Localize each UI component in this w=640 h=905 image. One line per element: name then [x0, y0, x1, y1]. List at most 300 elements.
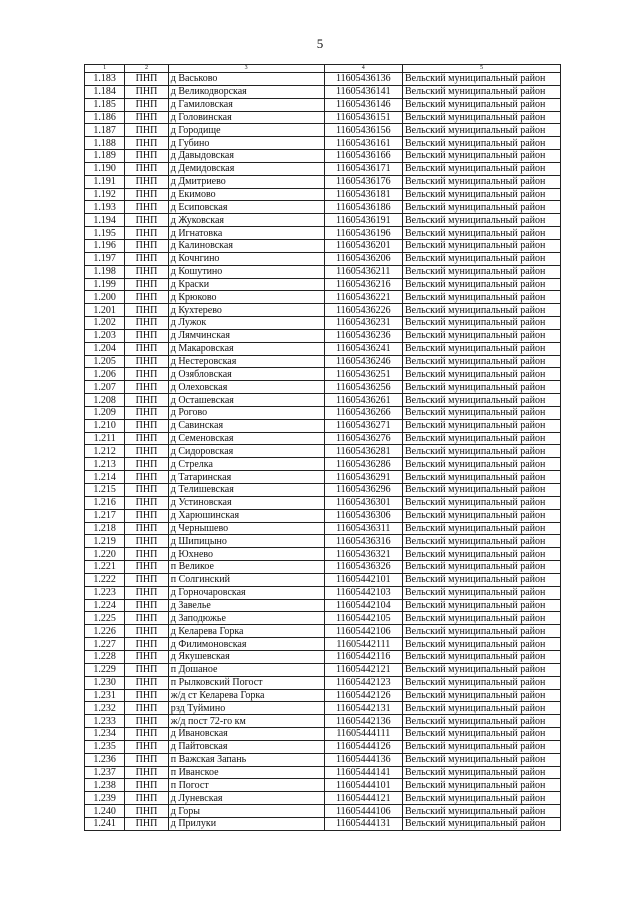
object-type-cell: ПНП	[125, 676, 168, 689]
table-row	[85, 150, 561, 163]
settlement-name-cell: д Якушевская	[168, 650, 324, 663]
settlement-name-cell: д Шипицыно	[168, 535, 324, 548]
district-cell: Вельский муниципальный район	[403, 805, 561, 818]
settlement-name-cell: д Прилуки	[168, 817, 324, 830]
oktmo-code-cell: 11605436326	[324, 561, 402, 574]
table-row	[85, 805, 561, 818]
oktmo-code-cell: 11605442101	[324, 573, 402, 586]
district-cell: Вельский муниципальный район	[403, 73, 561, 86]
row-number-cell: 1.227	[85, 638, 125, 651]
oktmo-code-cell: 11605442106	[324, 625, 402, 638]
settlement-name-cell: д Екимово	[168, 188, 324, 201]
district-cell: Вельский муниципальный район	[403, 792, 561, 805]
district-cell: Вельский муниципальный район	[403, 740, 561, 753]
district-cell: Вельский муниципальный район	[403, 586, 561, 599]
settlement-name-cell: д Завелье	[168, 599, 324, 612]
settlement-name-cell: д Юхнево	[168, 548, 324, 561]
district-cell: Вельский муниципальный район	[403, 162, 561, 175]
object-type-cell: ПНП	[125, 175, 168, 188]
object-type-cell: ПНП	[125, 188, 168, 201]
settlement-name-cell: д Филимоновская	[168, 638, 324, 651]
table-row	[85, 625, 561, 638]
settlement-name-cell: д Семеновская	[168, 432, 324, 445]
oktmo-code-cell: 11605442131	[324, 702, 402, 715]
table-row	[85, 214, 561, 227]
table-row	[85, 239, 561, 252]
settlement-name-cell: д Стрелка	[168, 458, 324, 471]
row-number-cell: 1.234	[85, 728, 125, 741]
object-type-cell: ПНП	[125, 162, 168, 175]
oktmo-code-cell: 11605442126	[324, 689, 402, 702]
district-cell: Вельский муниципальный район	[403, 548, 561, 561]
district-cell: Вельский муниципальный район	[403, 419, 561, 432]
table-row	[85, 740, 561, 753]
district-cell: Вельский муниципальный район	[403, 458, 561, 471]
table-row	[85, 381, 561, 394]
oktmo-code-cell: 11605442123	[324, 676, 402, 689]
object-type-cell: ПНП	[125, 817, 168, 830]
table-row	[85, 471, 561, 484]
oktmo-code-cell: 11605436206	[324, 252, 402, 265]
object-type-cell: ПНП	[125, 381, 168, 394]
object-type-cell: ПНП	[125, 650, 168, 663]
object-type-cell: ПНП	[125, 124, 168, 137]
district-cell: Вельский муниципальный район	[403, 561, 561, 574]
oktmo-code-cell: 11605436191	[324, 214, 402, 227]
table-row	[85, 484, 561, 497]
district-cell: Вельский муниципальный район	[403, 137, 561, 150]
table-row	[85, 137, 561, 150]
row-number-cell: 1.222	[85, 573, 125, 586]
settlement-name-cell: д Рогово	[168, 406, 324, 419]
row-number-cell: 1.220	[85, 548, 125, 561]
row-number-cell: 1.201	[85, 304, 125, 317]
object-type-cell: ПНП	[125, 227, 168, 240]
oktmo-code-cell: 11605442104	[324, 599, 402, 612]
table-row	[85, 599, 561, 612]
table-row	[85, 509, 561, 522]
object-type-cell: ПНП	[125, 304, 168, 317]
district-cell: Вельский муниципальный район	[403, 445, 561, 458]
row-number-cell: 1.212	[85, 445, 125, 458]
settlement-name-cell: д Келарева Горка	[168, 625, 324, 638]
settlement-name-cell: д Устиновская	[168, 496, 324, 509]
table-row	[85, 265, 561, 278]
district-cell: Вельский муниципальный район	[403, 522, 561, 535]
table-row	[85, 766, 561, 779]
row-number-cell: 1.196	[85, 239, 125, 252]
oktmo-code-cell: 11605436231	[324, 317, 402, 330]
object-type-cell: ПНП	[125, 496, 168, 509]
table-row	[85, 291, 561, 304]
row-number-cell: 1.237	[85, 766, 125, 779]
district-cell: Вельский муниципальный район	[403, 650, 561, 663]
settlement-name-cell: д Есиповская	[168, 201, 324, 214]
object-type-cell: ПНП	[125, 522, 168, 535]
district-cell: Вельский муниципальный район	[403, 201, 561, 214]
district-cell: Вельский муниципальный район	[403, 535, 561, 548]
district-cell: Вельский муниципальный район	[403, 239, 561, 252]
object-type-cell: ПНП	[125, 419, 168, 432]
row-number-cell: 1.193	[85, 201, 125, 214]
district-cell: Вельский муниципальный район	[403, 817, 561, 830]
row-number-cell: 1.225	[85, 612, 125, 625]
table-row	[85, 201, 561, 214]
oktmo-code-cell: 11605444111	[324, 728, 402, 741]
table-row	[85, 419, 561, 432]
district-cell: Вельский муниципальный район	[403, 509, 561, 522]
row-number-cell: 1.204	[85, 342, 125, 355]
oktmo-code-cell: 11605436281	[324, 445, 402, 458]
table-body	[85, 65, 561, 831]
settlement-name-cell: п Великое	[168, 561, 324, 574]
table-row	[85, 586, 561, 599]
table-row	[85, 779, 561, 792]
district-cell: Вельский муниципальный район	[403, 252, 561, 265]
column-number-row	[85, 65, 561, 73]
object-type-cell: ПНП	[125, 406, 168, 419]
settlement-name-cell: д Давыдовская	[168, 150, 324, 163]
table-row	[85, 406, 561, 419]
table-row	[85, 676, 561, 689]
row-number-cell: 1.218	[85, 522, 125, 535]
object-type-cell: ПНП	[125, 599, 168, 612]
object-type-cell: ПНП	[125, 740, 168, 753]
oktmo-code-cell: 11605436316	[324, 535, 402, 548]
object-type-cell: ПНП	[125, 509, 168, 522]
oktmo-code-cell: 11605444106	[324, 805, 402, 818]
object-type-cell: ПНП	[125, 150, 168, 163]
oktmo-code-cell: 11605436181	[324, 188, 402, 201]
table-row	[85, 329, 561, 342]
row-number-cell: 1.229	[85, 663, 125, 676]
oktmo-code-cell: 11605436146	[324, 98, 402, 111]
row-number-cell: 1.191	[85, 175, 125, 188]
row-number-cell: 1.223	[85, 586, 125, 599]
district-cell: Вельский муниципальный район	[403, 342, 561, 355]
row-number-cell: 1.236	[85, 753, 125, 766]
column-number-4: 4	[324, 65, 402, 73]
oktmo-code-cell: 11605436171	[324, 162, 402, 175]
settlement-name-cell: п Важская Запань	[168, 753, 324, 766]
oktmo-code-cell: 11605436141	[324, 85, 402, 98]
object-type-cell: ПНП	[125, 445, 168, 458]
district-cell: Вельский муниципальный район	[403, 111, 561, 124]
page-number: 5	[316, 36, 324, 51]
row-number-cell: 1.194	[85, 214, 125, 227]
row-number-cell: 1.202	[85, 317, 125, 330]
row-number-cell: 1.215	[85, 484, 125, 497]
oktmo-code-cell: 11605436151	[324, 111, 402, 124]
settlement-name-cell: д Васьково	[168, 73, 324, 86]
object-type-cell: ПНП	[125, 98, 168, 111]
object-type-cell: ПНП	[125, 792, 168, 805]
row-number-cell: 1.235	[85, 740, 125, 753]
settlement-name-cell: д Горы	[168, 805, 324, 818]
district-cell: Вельский муниципальный район	[403, 779, 561, 792]
row-number-cell: 1.198	[85, 265, 125, 278]
oktmo-code-cell: 11605436161	[324, 137, 402, 150]
settlement-name-cell: д Сидоровская	[168, 445, 324, 458]
row-number-cell: 1.224	[85, 599, 125, 612]
table-row	[85, 445, 561, 458]
table-row	[85, 394, 561, 407]
district-cell: Вельский муниципальный район	[403, 702, 561, 715]
table-row	[85, 355, 561, 368]
row-number-cell: 1.195	[85, 227, 125, 240]
district-cell: Вельский муниципальный район	[403, 689, 561, 702]
district-cell: Вельский муниципальный район	[403, 573, 561, 586]
district-cell: Вельский муниципальный район	[403, 753, 561, 766]
row-number-cell: 1.203	[85, 329, 125, 342]
oktmo-code-cell: 11605436306	[324, 509, 402, 522]
district-cell: Вельский муниципальный район	[403, 496, 561, 509]
table-row	[85, 111, 561, 124]
object-type-cell: ПНП	[125, 329, 168, 342]
row-number-cell: 1.206	[85, 368, 125, 381]
settlement-name-cell: д Телишевская	[168, 484, 324, 497]
row-number-cell: 1.216	[85, 496, 125, 509]
settlement-name-cell: д Лужок	[168, 317, 324, 330]
settlement-name-cell: д Пайтовская	[168, 740, 324, 753]
district-cell: Вельский муниципальный район	[403, 406, 561, 419]
object-type-cell: ПНП	[125, 239, 168, 252]
settlement-name-cell: д Головинская	[168, 111, 324, 124]
row-number-cell: 1.221	[85, 561, 125, 574]
settlement-name-cell: п Солгинский	[168, 573, 324, 586]
district-cell: Вельский муниципальный район	[403, 381, 561, 394]
settlement-name-cell: ж/д ст Келарева Горка	[168, 689, 324, 702]
row-number-cell: 1.239	[85, 792, 125, 805]
settlement-name-cell: д Озябловская	[168, 368, 324, 381]
row-number-cell: 1.197	[85, 252, 125, 265]
table-row	[85, 304, 561, 317]
oktmo-code-cell: 11605436301	[324, 496, 402, 509]
settlement-name-cell: ж/д пост 72-го км	[168, 715, 324, 728]
object-type-cell: ПНП	[125, 214, 168, 227]
settlement-name-cell: д Татаринская	[168, 471, 324, 484]
table-row	[85, 73, 561, 86]
oktmo-code-cell: 11605442136	[324, 715, 402, 728]
district-cell: Вельский муниципальный район	[403, 676, 561, 689]
oktmo-code-cell: 11605436156	[324, 124, 402, 137]
row-number-cell: 1.240	[85, 805, 125, 818]
oktmo-code-cell: 11605436296	[324, 484, 402, 497]
district-cell: Вельский муниципальный район	[403, 214, 561, 227]
object-type-cell: ПНП	[125, 355, 168, 368]
oktmo-code-cell: 11605436216	[324, 278, 402, 291]
settlement-name-cell: д Дмитриево	[168, 175, 324, 188]
settlement-name-cell: д Кухтерево	[168, 304, 324, 317]
row-number-cell: 1.199	[85, 278, 125, 291]
oktmo-code-cell: 11605436211	[324, 265, 402, 278]
settlement-register-table	[84, 64, 561, 831]
district-cell: Вельский муниципальный район	[403, 728, 561, 741]
settlement-name-cell: д Нестеровская	[168, 355, 324, 368]
row-number-cell: 1.184	[85, 85, 125, 98]
settlement-name-cell: д Чернышево	[168, 522, 324, 535]
object-type-cell: ПНП	[125, 753, 168, 766]
settlement-name-cell: д Жуковская	[168, 214, 324, 227]
column-number-5: 5	[403, 65, 561, 73]
column-number-2: 2	[125, 65, 168, 73]
oktmo-code-cell: 11605436286	[324, 458, 402, 471]
settlement-name-cell: д Демидовская	[168, 162, 324, 175]
district-cell: Вельский муниципальный район	[403, 625, 561, 638]
settlement-name-cell: д Губино	[168, 137, 324, 150]
row-number-cell: 1.219	[85, 535, 125, 548]
oktmo-code-cell: 11605436251	[324, 368, 402, 381]
oktmo-code-cell: 11605444101	[324, 779, 402, 792]
district-cell: Вельский муниципальный район	[403, 612, 561, 625]
row-number-cell: 1.185	[85, 98, 125, 111]
object-type-cell: ПНП	[125, 432, 168, 445]
object-type-cell: ПНП	[125, 278, 168, 291]
table-row	[85, 317, 561, 330]
settlement-name-cell: д Гамиловская	[168, 98, 324, 111]
row-number-cell: 1.232	[85, 702, 125, 715]
settlement-name-cell: д Харюшинская	[168, 509, 324, 522]
object-type-cell: ПНП	[125, 137, 168, 150]
settlement-name-cell: д Олеховская	[168, 381, 324, 394]
table-row	[85, 792, 561, 805]
settlement-name-cell: д Горночаровская	[168, 586, 324, 599]
district-cell: Вельский муниципальный район	[403, 278, 561, 291]
district-cell: Вельский муниципальный район	[403, 663, 561, 676]
table-row	[85, 715, 561, 728]
table-row	[85, 278, 561, 291]
district-cell: Вельский муниципальный район	[403, 150, 561, 163]
object-type-cell: ПНП	[125, 394, 168, 407]
oktmo-code-cell: 11605436241	[324, 342, 402, 355]
row-number-cell: 1.188	[85, 137, 125, 150]
table-row	[85, 753, 561, 766]
settlement-name-cell: д Кочнгино	[168, 252, 324, 265]
district-cell: Вельский муниципальный район	[403, 638, 561, 651]
object-type-cell: ПНП	[125, 702, 168, 715]
object-type-cell: ПНП	[125, 85, 168, 98]
object-type-cell: ПНП	[125, 715, 168, 728]
row-number-cell: 1.211	[85, 432, 125, 445]
table-row	[85, 522, 561, 535]
oktmo-code-cell: 11605442116	[324, 650, 402, 663]
object-type-cell: ПНП	[125, 368, 168, 381]
oktmo-code-cell: 11605442103	[324, 586, 402, 599]
settlement-name-cell: д Великодворская	[168, 85, 324, 98]
object-type-cell: ПНП	[125, 663, 168, 676]
row-number-cell: 1.238	[85, 779, 125, 792]
oktmo-code-cell: 11605436221	[324, 291, 402, 304]
row-number-cell: 1.226	[85, 625, 125, 638]
oktmo-code-cell: 11605436196	[324, 227, 402, 240]
oktmo-code-cell: 11605436311	[324, 522, 402, 535]
table-row	[85, 252, 561, 265]
row-number-cell: 1.190	[85, 162, 125, 175]
oktmo-code-cell: 11605436176	[324, 175, 402, 188]
object-type-cell: ПНП	[125, 317, 168, 330]
settlement-name-cell: д Крюково	[168, 291, 324, 304]
oktmo-code-cell: 11605436271	[324, 419, 402, 432]
row-number-cell: 1.233	[85, 715, 125, 728]
object-type-cell: ПНП	[125, 471, 168, 484]
row-number-cell: 1.189	[85, 150, 125, 163]
table-row	[85, 227, 561, 240]
row-number-cell: 1.241	[85, 817, 125, 830]
settlement-name-cell: п Рылковский Погост	[168, 676, 324, 689]
table-row	[85, 98, 561, 111]
district-cell: Вельский муниципальный район	[403, 85, 561, 98]
table-row	[85, 689, 561, 702]
column-number-1: 1	[85, 65, 125, 73]
row-number-cell: 1.231	[85, 689, 125, 702]
object-type-cell: ПНП	[125, 201, 168, 214]
object-type-cell: ПНП	[125, 265, 168, 278]
table-row	[85, 638, 561, 651]
oktmo-code-cell: 11605436261	[324, 394, 402, 407]
table-row	[85, 432, 561, 445]
object-type-cell: ПНП	[125, 586, 168, 599]
oktmo-code-cell: 11605444141	[324, 766, 402, 779]
object-type-cell: ПНП	[125, 766, 168, 779]
oktmo-code-cell: 11605436166	[324, 150, 402, 163]
object-type-cell: ПНП	[125, 342, 168, 355]
oktmo-code-cell: 11605436186	[324, 201, 402, 214]
settlement-name-cell: д Городище	[168, 124, 324, 137]
object-type-cell: ПНП	[125, 638, 168, 651]
settlement-name-cell: д Лямчинская	[168, 329, 324, 342]
table-row	[85, 663, 561, 676]
object-type-cell: ПНП	[125, 458, 168, 471]
object-type-cell: ПНП	[125, 548, 168, 561]
oktmo-code-cell: 11605436266	[324, 406, 402, 419]
district-cell: Вельский муниципальный район	[403, 227, 561, 240]
oktmo-code-cell: 11605436256	[324, 381, 402, 394]
oktmo-code-cell: 11605444131	[324, 817, 402, 830]
object-type-cell: ПНП	[125, 689, 168, 702]
table-row	[85, 342, 561, 355]
district-cell: Вельский муниципальный район	[403, 355, 561, 368]
object-type-cell: ПНП	[125, 805, 168, 818]
oktmo-code-cell: 11605442121	[324, 663, 402, 676]
object-type-cell: ПНП	[125, 291, 168, 304]
object-type-cell: ПНП	[125, 484, 168, 497]
oktmo-code-cell: 11605444136	[324, 753, 402, 766]
object-type-cell: ПНП	[125, 535, 168, 548]
object-type-cell: ПНП	[125, 625, 168, 638]
settlement-name-cell: п Погост	[168, 779, 324, 792]
settlement-name-cell: д Заподюжье	[168, 612, 324, 625]
table-row	[85, 162, 561, 175]
oktmo-code-cell: 11605436201	[324, 239, 402, 252]
row-number-cell: 1.210	[85, 419, 125, 432]
row-number-cell: 1.230	[85, 676, 125, 689]
settlement-name-cell: д Осташевская	[168, 394, 324, 407]
object-type-cell: ПНП	[125, 111, 168, 124]
district-cell: Вельский муниципальный район	[403, 98, 561, 111]
oktmo-code-cell: 11605442111	[324, 638, 402, 651]
row-number-cell: 1.186	[85, 111, 125, 124]
district-cell: Вельский муниципальный район	[403, 124, 561, 137]
district-cell: Вельский муниципальный район	[403, 175, 561, 188]
table-row	[85, 817, 561, 830]
oktmo-code-cell: 11605444126	[324, 740, 402, 753]
oktmo-code-cell: 11605436136	[324, 73, 402, 86]
object-type-cell: ПНП	[125, 612, 168, 625]
row-number-cell: 1.205	[85, 355, 125, 368]
district-cell: Вельский муниципальный район	[403, 599, 561, 612]
table-row	[85, 458, 561, 471]
district-cell: Вельский муниципальный район	[403, 188, 561, 201]
